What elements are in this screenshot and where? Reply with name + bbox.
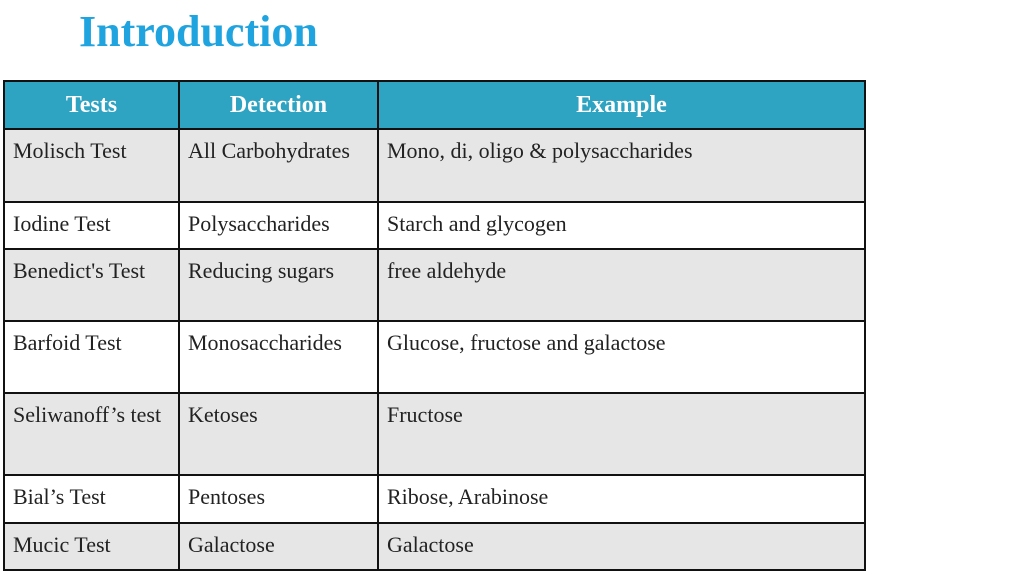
- cell-detection: Galactose: [179, 523, 378, 570]
- cell-test: Mucic Test: [4, 523, 179, 570]
- cell-example: Ribose, Arabinose: [378, 475, 865, 523]
- slide-title: Introduction: [79, 7, 318, 56]
- cell-detection: Polysaccharides: [179, 202, 378, 249]
- cell-test: Bial’s Test: [4, 475, 179, 523]
- cell-example: Galactose: [378, 523, 865, 570]
- table-row: [4, 129, 865, 202]
- cell-example: Starch and glycogen: [378, 202, 865, 249]
- cell-example: Mono, di, oligo & polysaccharides: [378, 129, 865, 202]
- table-header-row: [4, 81, 865, 129]
- table-row: [4, 202, 865, 249]
- cell-detection: Pentoses: [179, 475, 378, 523]
- table-row: [4, 249, 865, 321]
- carbohydrate-tests-table: [3, 80, 866, 571]
- cell-example: Fructose: [378, 393, 865, 475]
- cell-test: Benedict's Test: [4, 249, 179, 321]
- cell-example: free aldehyde: [378, 249, 865, 321]
- cell-detection: Reducing sugars: [179, 249, 378, 321]
- cell-test: Iodine Test: [4, 202, 179, 249]
- cell-detection: Monosaccharides: [179, 321, 378, 393]
- table-row: [4, 393, 865, 475]
- cell-example: Glucose, fructose and galactose: [378, 321, 865, 393]
- cell-test: Molisch Test: [4, 129, 179, 202]
- column-header-example: Example: [378, 81, 865, 129]
- table-row: [4, 475, 865, 523]
- column-header-tests: Tests: [4, 81, 179, 129]
- cell-detection: Ketoses: [179, 393, 378, 475]
- table-row: [4, 523, 865, 570]
- cell-test: Seliwanoff’s test: [4, 393, 179, 475]
- cell-detection: All Carbohydrates: [179, 129, 378, 202]
- table-row: [4, 321, 865, 393]
- column-header-detection: Detection: [179, 81, 378, 129]
- cell-test: Barfoid Test: [4, 321, 179, 393]
